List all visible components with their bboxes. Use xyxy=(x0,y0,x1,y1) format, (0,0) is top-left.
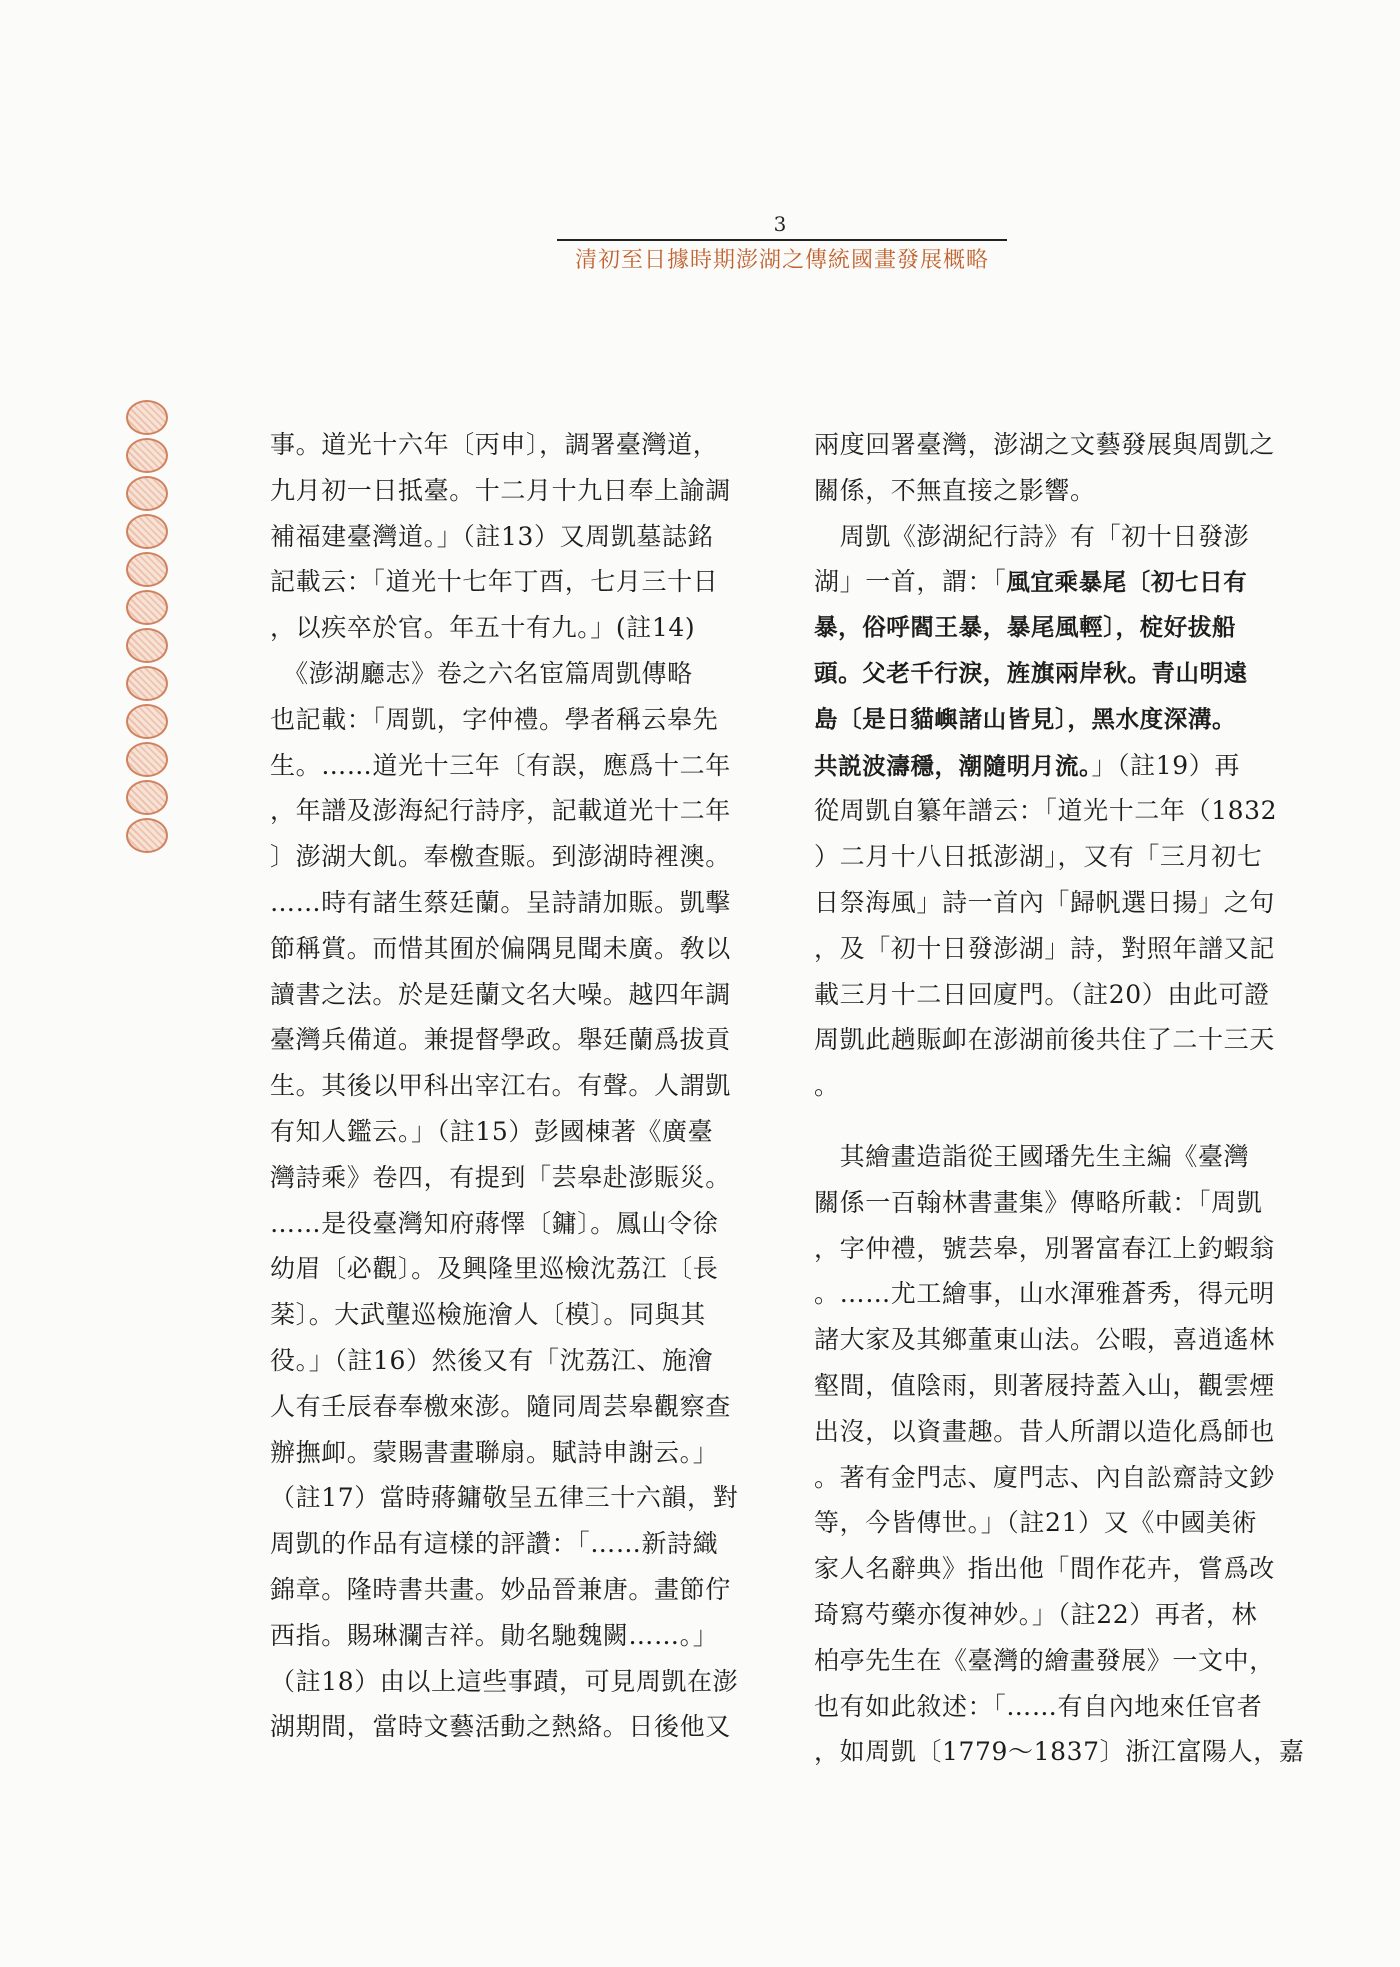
text-line: 柏亭先生在《臺灣的繪畫發展》一文中， xyxy=(814,1645,1275,1675)
text-line: ……是役臺灣知府蔣懌〔鏞〕。鳳山令徐 xyxy=(270,1208,719,1238)
header-rule xyxy=(557,239,1007,241)
text-line: 讀書之法。於是廷蘭文名大噪。越四年調 xyxy=(270,979,731,1009)
text-line xyxy=(814,743,1294,789)
text-line: ……時有諸生蔡廷蘭。呈詩請加賑。凱擊 xyxy=(270,887,731,917)
poem-line: 頭。父老千行淚，旌旗兩岸秋。青山明遠 xyxy=(814,658,1248,687)
running-title: 清初至日據時期澎湖之傳統國畫發展概略 xyxy=(574,248,989,273)
seal-stamp xyxy=(126,590,168,625)
right-text-column xyxy=(814,422,1305,1775)
poem-line: 島〔是日貓嶼諸山皆見〕，黑水度深溝。 xyxy=(814,704,1237,733)
text-line xyxy=(814,559,1294,605)
text-line: 。……尤工繪事，山水渾雅蒼秀，得元明 xyxy=(814,1279,1275,1309)
text-line: 生。……道光十三年〔有誤，應爲十二年 xyxy=(270,750,731,780)
text-line: ，如周凱〔1779～1837〕浙江富陽人，嘉 xyxy=(814,1737,1305,1767)
poem-quote: 共説波濤穩，潮隨明月流。 xyxy=(814,751,1092,780)
seal-stamp xyxy=(126,476,168,511)
left-text-column xyxy=(270,422,750,1750)
text-line: （註17）當時蔣鏞敬呈五律三十六韻，對 xyxy=(270,1483,739,1513)
text-line: ，字仲禮，號芸皋，別署富春江上釣蝦翁 xyxy=(814,1233,1275,1263)
text-line: 周凱此趟賑卹在澎湖前後共住了二十三天 xyxy=(814,1025,1275,1055)
text-line: 出沒，以資畫趣。昔人所謂以造化爲師也 xyxy=(814,1416,1275,1446)
text-line: 錦章。隆時書共畫。妙品晉兼唐。畫節佇 xyxy=(270,1574,731,1604)
text-line: 也有如此敘述：「……有自內地來任官者 xyxy=(814,1691,1263,1721)
text-line: 兩度回署臺灣，澎湖之文藝發展與周凱之 xyxy=(814,430,1275,459)
text-line: 《澎湖廳志》卷之六名宦篇周凱傳略 xyxy=(270,658,693,688)
text-line: 諸大家及其鄉董東山法。公暇，喜逍遙林 xyxy=(814,1325,1275,1355)
text-line: 其繪畫造詣從王國璠先生主編《臺灣 xyxy=(814,1141,1250,1171)
seal-stamp-column xyxy=(126,400,174,853)
text-line: 湖期間，當時文藝活動之熱絡。日後他又 xyxy=(270,1712,731,1742)
seal-stamp xyxy=(126,438,168,473)
text-line: 補福建臺灣道。」（註13）又周凱墓誌銘 xyxy=(270,521,714,551)
page-number: 3 xyxy=(773,212,787,236)
paragraph-gap xyxy=(814,1109,1294,1134)
text-line: 臺灣兵備道。兼提督學政。舉廷蘭爲拔貢 xyxy=(270,1025,731,1055)
seal-stamp xyxy=(126,514,168,549)
seal-stamp xyxy=(126,628,168,663)
text-line: 〕澎湖大飢。奉檄查賑。到澎湖時裡澳。 xyxy=(270,842,731,872)
poem-quote: 風宜乘暴尾〔初七日有 xyxy=(1006,568,1248,597)
seal-stamp xyxy=(126,666,168,701)
text-line: 棻〕。大武壟巡檢施澮人〔模〕。同與其 xyxy=(270,1300,706,1330)
text-line: 節稱賞。而惜其囿於偏隅見聞未廣。敎以 xyxy=(270,933,731,963)
text-run: 湖」一首，謂：「 xyxy=(814,567,1007,597)
text-run: 」（註19）再 xyxy=(1091,750,1240,780)
seal-stamp xyxy=(126,704,168,739)
text-line: 也記載：「周凱，字仲禮。學者稱云皋先 xyxy=(270,704,719,734)
text-line: 灣詩乘》卷四，有提到「芸皋赴澎賑災。 xyxy=(270,1162,731,1192)
text-line: 事。道光十六年〔丙申〕，調署臺灣道， xyxy=(270,430,719,459)
seal-stamp xyxy=(126,742,168,777)
text-line: ，年譜及澎海紀行詩序，記載道光十二年 xyxy=(270,796,731,826)
poem-line: 暴，俗呼閻王暴，暴尾風輕〕，椗好拔船 xyxy=(814,613,1237,642)
text-line: 等，今皆傳世。」（註21）又《中國美術 xyxy=(814,1508,1258,1538)
text-line: 有知人鑑云。」（註15）彭國棟著《廣臺 xyxy=(270,1116,714,1146)
text-line: 載三月十二日回廈門。（註20）由此可證 xyxy=(814,979,1270,1009)
text-line: ，以疾卒於官。年五十有九。」(註14) xyxy=(270,613,696,643)
text-line: ）二月十八日抵澎湖」，又有「三月初七 xyxy=(814,842,1263,872)
seal-stamp xyxy=(126,780,168,815)
text-line: 辦撫卹。蒙賜書畫聯扇。賦詩申謝云。」 xyxy=(270,1437,719,1467)
text-line: 家人名辭典》指出他「間作花卉，嘗爲改 xyxy=(814,1554,1275,1584)
text-line: 。 xyxy=(814,1071,840,1101)
text-line: 。著有金門志、廈門志、內自訟齋詩文鈔 xyxy=(814,1462,1275,1492)
seal-stamp xyxy=(126,552,168,587)
text-line: 日祭海風」詩一首內「歸帆選日揚」之句 xyxy=(814,887,1275,917)
text-line: 幼眉〔必觀〕。及興隆里巡檢沈荔江〔長 xyxy=(270,1254,719,1284)
text-line: 人有壬辰春奉檄來澎。隨同周芸皋觀察查 xyxy=(270,1391,731,1421)
text-line: 西指。賜琳瀾吉祥。勛名馳魏闕……。」 xyxy=(270,1620,719,1650)
text-line: （註18）由以上這些事蹟，可見周凱在澎 xyxy=(270,1666,739,1696)
text-line: 壑間，值陰雨，則著屐持蓋入山，觀雲煙 xyxy=(814,1370,1275,1400)
text-line: 周凱《澎湖紀行詩》有「初十日發澎 xyxy=(814,521,1250,551)
seal-stamp xyxy=(126,818,168,853)
text-line: 關係一百翰林書畫集》傳略所載：「周凱 xyxy=(814,1187,1263,1217)
text-line: 記載云：「道光十七年丁酉，七月三十日 xyxy=(270,567,719,597)
text-line: 九月初一日抵臺。十二月十九日奉上諭調 xyxy=(270,475,731,505)
text-line: 役。」（註16）然後又有「沈荔江、施澮 xyxy=(270,1345,714,1375)
text-line: 從周凱自纂年譜云：「道光十二年（1832 xyxy=(814,796,1278,826)
seal-stamp xyxy=(126,400,168,435)
text-line: 琦寫芍藥亦復神妙。」（註22）再者，林 xyxy=(814,1599,1258,1629)
text-line: 生。其後以甲科出宰江右。有聲。人謂凱 xyxy=(270,1071,731,1101)
text-line: 周凱的作品有這樣的評讚：「……新詩織 xyxy=(270,1529,719,1559)
text-line: ，及「初十日發澎湖」詩，對照年譜又記 xyxy=(814,933,1275,963)
text-line: 關係，不無直接之影響。 xyxy=(814,475,1096,505)
